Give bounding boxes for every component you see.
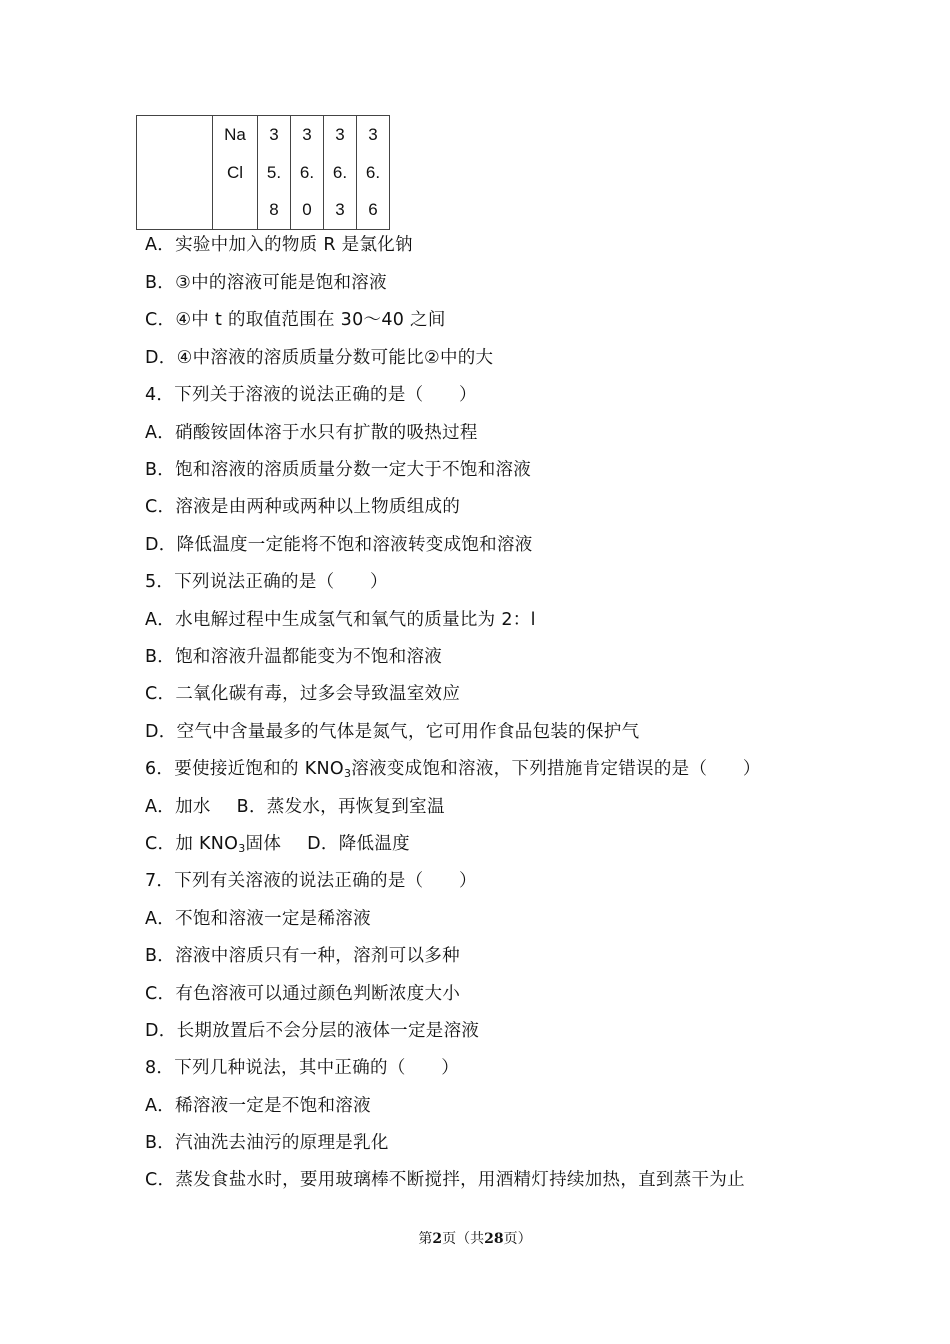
table-row xyxy=(137,116,390,230)
q6-option-b: B．蒸发水，再恢复到室温 xyxy=(236,797,445,817)
q5-option-c: C．二氧化碳有毒，过多会导致温室效应 xyxy=(145,684,461,704)
table-value-cell: 3 5. 8 xyxy=(258,116,291,230)
q7-option-d: D．长期放置后不会分层的液体一定是溶液 xyxy=(145,1021,480,1041)
table-value-cell: 3 6. 6 xyxy=(357,116,390,230)
table-value-cell: 3 6. 3 xyxy=(324,116,357,230)
q7-stem: 7．下列有关溶液的说法正确的是（ ） xyxy=(145,871,477,891)
q4-option-b: B．饱和溶液的溶质质量分数一定大于不饱和溶液 xyxy=(145,460,532,480)
q4-option-a: A．硝酸铵固体溶于水只有扩散的吸热过程 xyxy=(145,423,478,443)
table-value-cell: 3 6. 0 xyxy=(291,116,324,230)
q7-option-a: A．不饱和溶液一定是稀溶液 xyxy=(145,909,371,929)
q5-option-a: A．水电解过程中生成氢气和氧气的质量比为 2：l xyxy=(145,610,536,630)
q5-option-d: D．空气中含量最多的气体是氮气，它可用作食品包装的保护气 xyxy=(145,722,640,742)
page-footer: 第2页（共28页） xyxy=(418,1231,532,1247)
q3-option-b: B．③中的溶液可能是饱和溶液 xyxy=(145,273,387,293)
page-total: 28 xyxy=(484,1231,504,1247)
q8-option-a: A．稀溶液一定是不饱和溶液 xyxy=(145,1096,371,1116)
q3-option-c: C．④中 t 的取值范围在 30～40 之间 xyxy=(145,310,446,330)
page-number: 2 xyxy=(432,1231,443,1247)
q5-option-b: B．饱和溶液升温都能变为不饱和溶液 xyxy=(145,647,443,667)
q6-options-ab xyxy=(145,795,445,819)
solubility-table xyxy=(136,115,390,230)
q5-stem: 5．下列说法正确的是（ ） xyxy=(145,572,388,592)
q6-option-d: D．降低温度 xyxy=(307,834,410,854)
q3-option-a: A．实验中加入的物质 R 是氯化钠 xyxy=(145,235,413,255)
table-empty-cell xyxy=(137,116,213,230)
q3-option-d: D．④中溶液的溶质质量分数可能比②中的大 xyxy=(145,348,494,368)
q7-option-b: B．溶液中溶质只有一种，溶剂可以多种 xyxy=(145,946,460,966)
table-label-cell: Na Cl xyxy=(213,116,258,230)
q6-option-c: C．加 $KNO_3$固体 xyxy=(145,834,282,855)
q4-option-c: C．溶液是由两种或两种以上物质组成的 xyxy=(145,497,461,517)
q6-stem: 6．要使接近饱和的 $KNO_3$溶液变成饱和溶液，下列措施肯定错误的是（ ） xyxy=(145,759,761,780)
q7-option-c: C．有色溶液可以通过颜色判断浓度大小 xyxy=(145,984,461,1004)
q4-option-d: D．降低温度一定能将不饱和溶液转变成饱和溶液 xyxy=(145,535,533,555)
q8-option-b: B．汽油洗去油污的原理是乳化 xyxy=(145,1133,389,1153)
q8-stem: 8．下列几种说法，其中正确的（ ） xyxy=(145,1058,460,1078)
q4-stem: 4．下列关于溶液的说法正确的是（ ） xyxy=(145,385,477,405)
q6-option-a: A．加水 xyxy=(145,797,211,817)
q6-options-cd xyxy=(145,832,410,856)
q8-option-c: C．蒸发食盐水时，要用玻璃棒不断搅拌，用酒精灯持续加热，直到蒸干为止 xyxy=(145,1170,745,1190)
